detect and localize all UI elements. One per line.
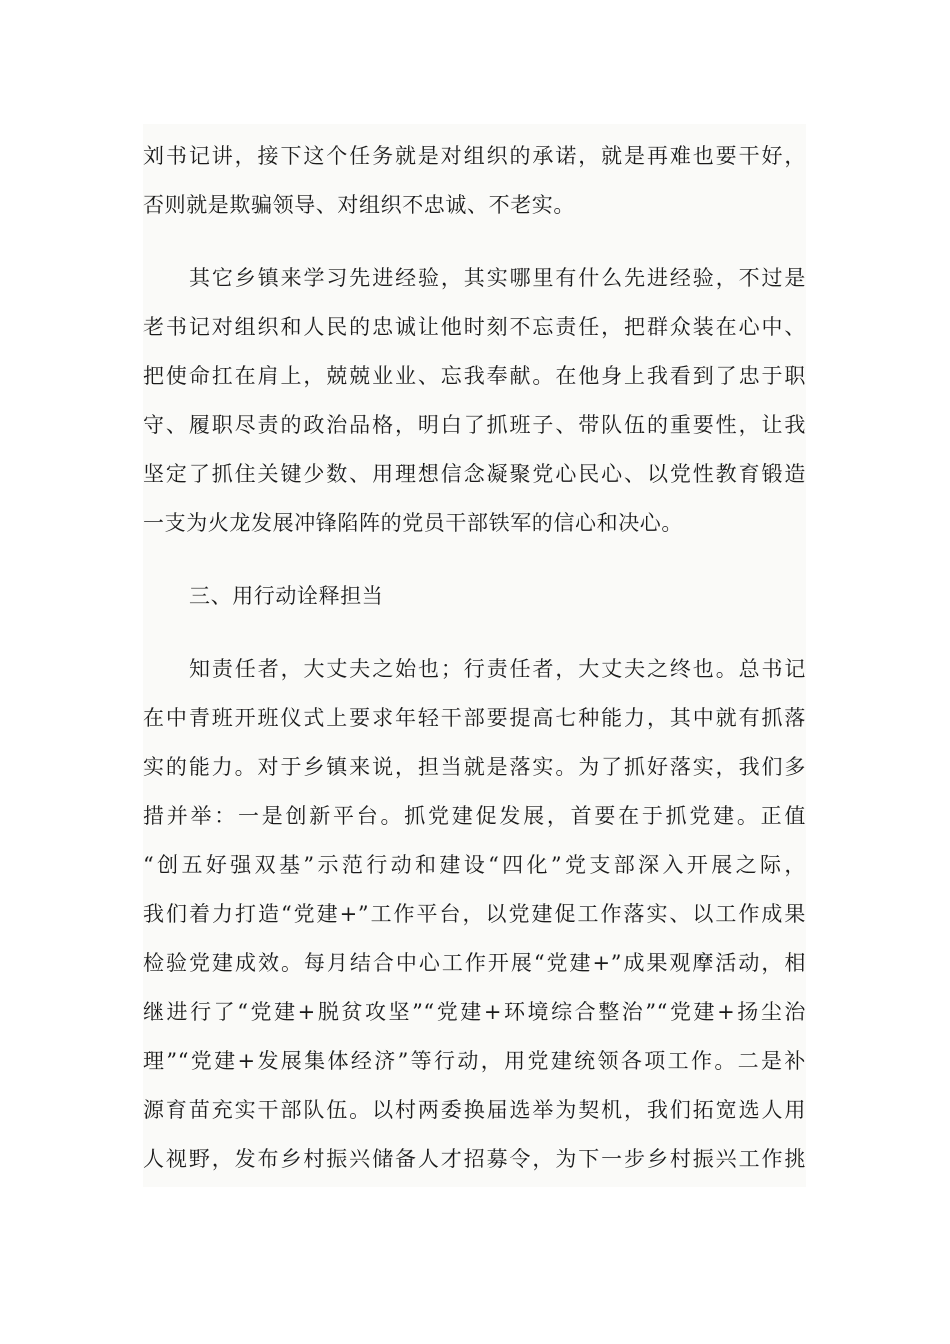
text-line: 人视野，发布乡村振兴储备人才招募令，为下一步乡村振兴工作挑 <box>143 1147 806 1171</box>
paragraph-experience <box>143 254 806 548</box>
text-line: 守、履职尽责的政治品格，明白了抓班子、带队伍的重要性，让我 <box>143 413 806 437</box>
paragraph-responsibility <box>143 645 806 1184</box>
paragraph-gap <box>143 621 806 645</box>
document-text-block <box>143 124 806 1187</box>
text-line: 老书记对组织和人民的忠诚让他时刻不忘责任，把群众装在心中、 <box>143 315 806 339</box>
text-line: 坚定了抓住关键少数、用理想信念凝聚党心民心、以党性教育锻造 <box>143 462 806 486</box>
text-line: 措并举：一是创新平台。抓党建促发展，首要在于抓党建。正值 <box>143 804 806 828</box>
text-line: 理”“党建+发展集体经济”等行动，用党建统领各项工作。二是补 <box>143 1049 806 1073</box>
paragraph-gap <box>143 230 806 254</box>
text-line: 把使命扛在肩上，兢兢业业、忘我奉献。在他身上我看到了忠于职 <box>143 364 806 388</box>
text-line: “创五好强双基”示范行动和建设“四化”党支部深入开展之际， <box>143 853 806 877</box>
section-heading-text: 三、用行动诠释担当 <box>189 584 384 608</box>
section-heading <box>143 572 806 621</box>
paragraph-continuation <box>143 132 806 230</box>
text-line: 我们着力打造“党建+”工作平台，以党建促工作落实、以工作成果 <box>143 902 806 926</box>
text-line: 检验党建成效。每月结合中心工作开展“党建+”成果观摩活动，相 <box>143 951 806 975</box>
paragraph-gap <box>143 548 806 572</box>
text-line: 知责任者，大丈夫之始也；行责任者，大丈夫之终也。总书记 <box>189 657 806 681</box>
text-line: 源育苗充实干部队伍。以村两委换届选举为契机，我们拓宽选人用 <box>143 1098 806 1122</box>
text-line: 否则就是欺骗领导、对组织不忠诚、不老实。 <box>143 193 575 217</box>
text-line: 一支为火龙发展冲锋陷阵的党员干部铁军的信心和决心。 <box>143 511 683 535</box>
text-line: 刘书记讲，接下这个任务就是对组织的承诺，就是再难也要干好， <box>143 144 806 168</box>
text-line: 在中青班开班仪式上要求年轻干部要提高七种能力，其中就有抓落 <box>143 706 806 730</box>
text-line: 继进行了“党建+脱贫攻坚”“党建+环境综合整治”“党建+扬尘治 <box>143 1000 806 1024</box>
text-line: 其它乡镇来学习先进经验，其实哪里有什么先进经验，不过是 <box>189 266 806 290</box>
text-line: 实的能力。对于乡镇来说，担当就是落实。为了抓好落实，我们多 <box>143 755 806 779</box>
